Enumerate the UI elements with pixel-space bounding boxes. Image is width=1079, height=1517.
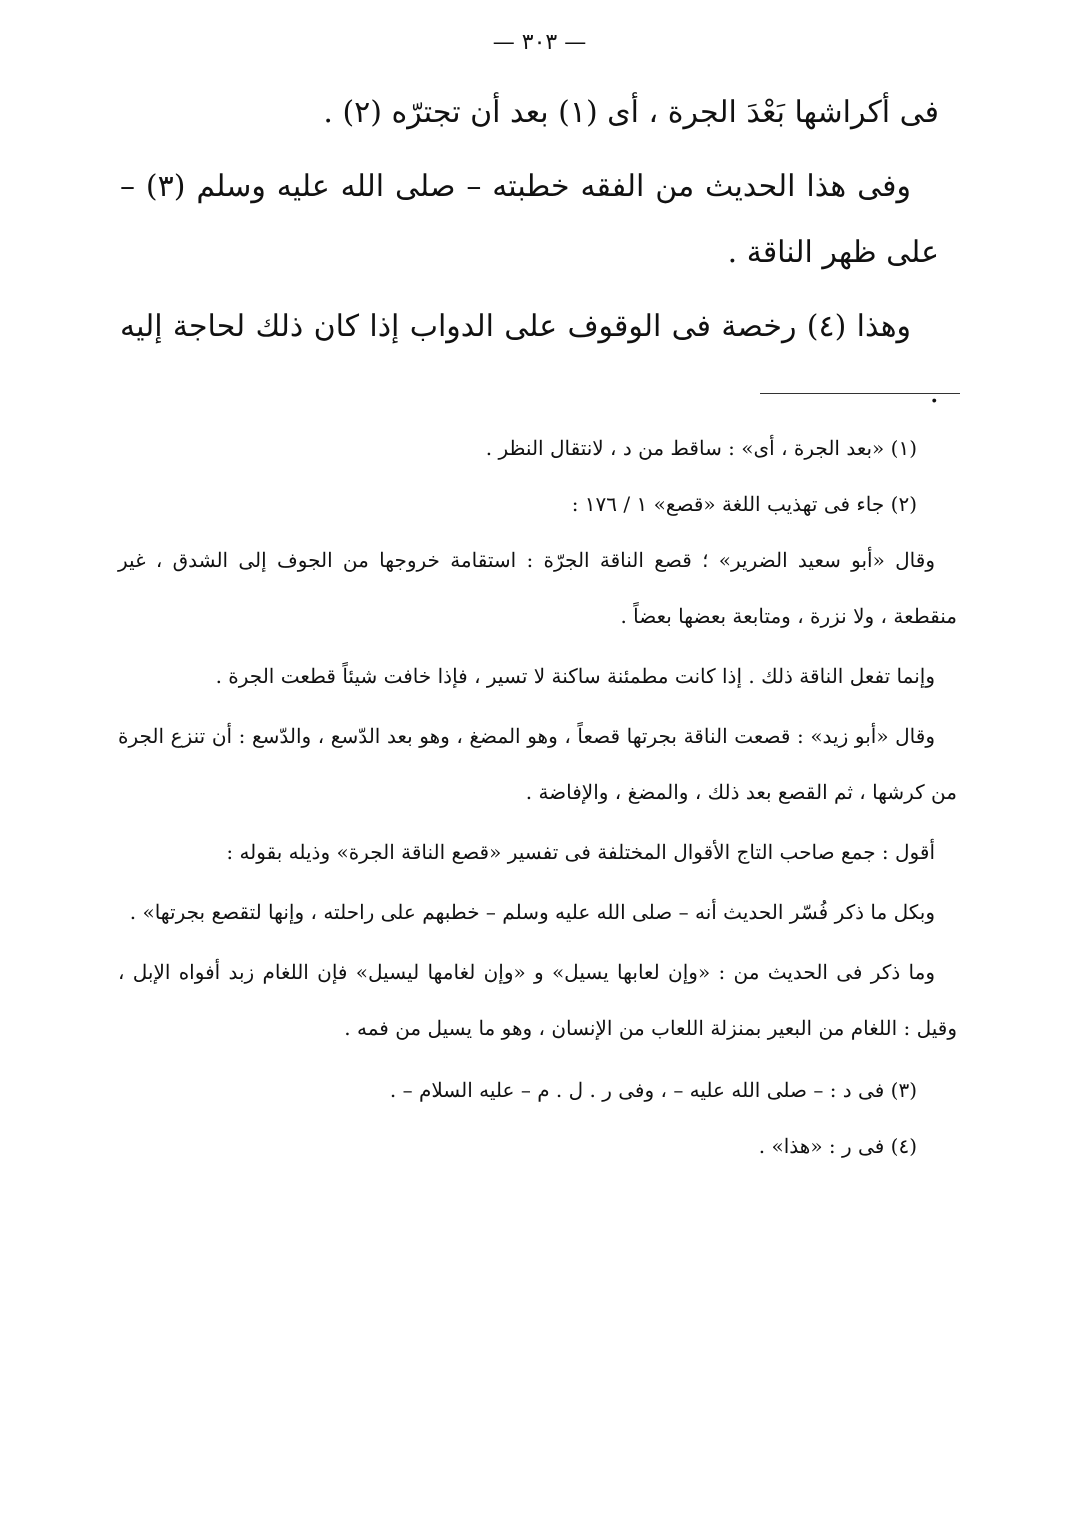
footnote-paragraph: وما ذكر فى الحديث من : «وإن لعابها يسيل» و «وإن لغامها ليسيل» فإن اللغام زبد أفواه الإبل ، وقيل : اللغام من البعير بمنزلة اللعاب من الإنسان ، وهو ما يسيل من فمه . — [118, 960, 957, 1040]
footnote-separator — [760, 393, 960, 394]
footnote: (٢) جاء فى تهذيب اللغة «قصع» ١ / ١٧٦ : — [571, 492, 917, 516]
main-paragraph: وهذا (٤) رخصة فى الوقوف على الدواب إذا كان ذلك لحاجة إليه . — [120, 309, 939, 410]
main-paragraph: فى أكراشها بَعْدَ الجرة ، أى (١) بعد أن تجترّه (٢) . — [323, 95, 939, 130]
page-number: — ٣٠٣ — — [492, 30, 587, 55]
footnote: (٤) فى ر : «هذا» . — [758, 1134, 917, 1158]
footnotes — [118, 420, 957, 1174]
footnote: (٣) فى د : – صلى الله عليه – ، وفى ر . ل . م – عليه السلام – . — [389, 1078, 917, 1102]
main-text — [120, 80, 939, 434]
main-paragraph: وفى هذا الحديث من الفقه خطبته – صلى الله عليه وسلم (٣) – على ظهر الناقة . — [120, 169, 939, 270]
footnote: (١) «بعد الجرة ، أى» : ساقط من د ، لانتقال النظر . — [485, 436, 917, 460]
footnote-paragraph: وبكل ما ذكر فُسّر الحديث أنه – صلى الله عليه وسلم – خطبهم على راحلته ، وإنها لتقصع بجرتها» . — [129, 900, 935, 924]
footnote-paragraph: وقال «أبو سعيد الضرير» ؛ قصع الناقة الجرّة : استقامة خروجها من الجوف إلى الشدق ، غير منقطعة ، ولا نزرة ، ومتابعة بعضها بعضاً . — [118, 548, 957, 628]
footnote-paragraph: أقول : جمع صاحب التاج الأقوال المختلفة فى تفسير «قصع الناقة الجرة» وذيله بقوله : — [226, 840, 935, 864]
footnote-paragraph: وإنما تفعل الناقة ذلك . إذا كانت مطمئنة ساكنة لا تسير ، فإذا خافت شيئاً قطعت الجرة . — [215, 664, 935, 688]
footnote-paragraph: وقال «أبو زيد» : قصعت الناقة بجرتها قصعاً ، وهو المضغ ، وهو بعد الدّسع ، والدّسع : أن تنزع الجرة من كرشها ، ثم القصع بعد ذلك ، والمضغ ، والإفاضة . — [118, 724, 957, 804]
